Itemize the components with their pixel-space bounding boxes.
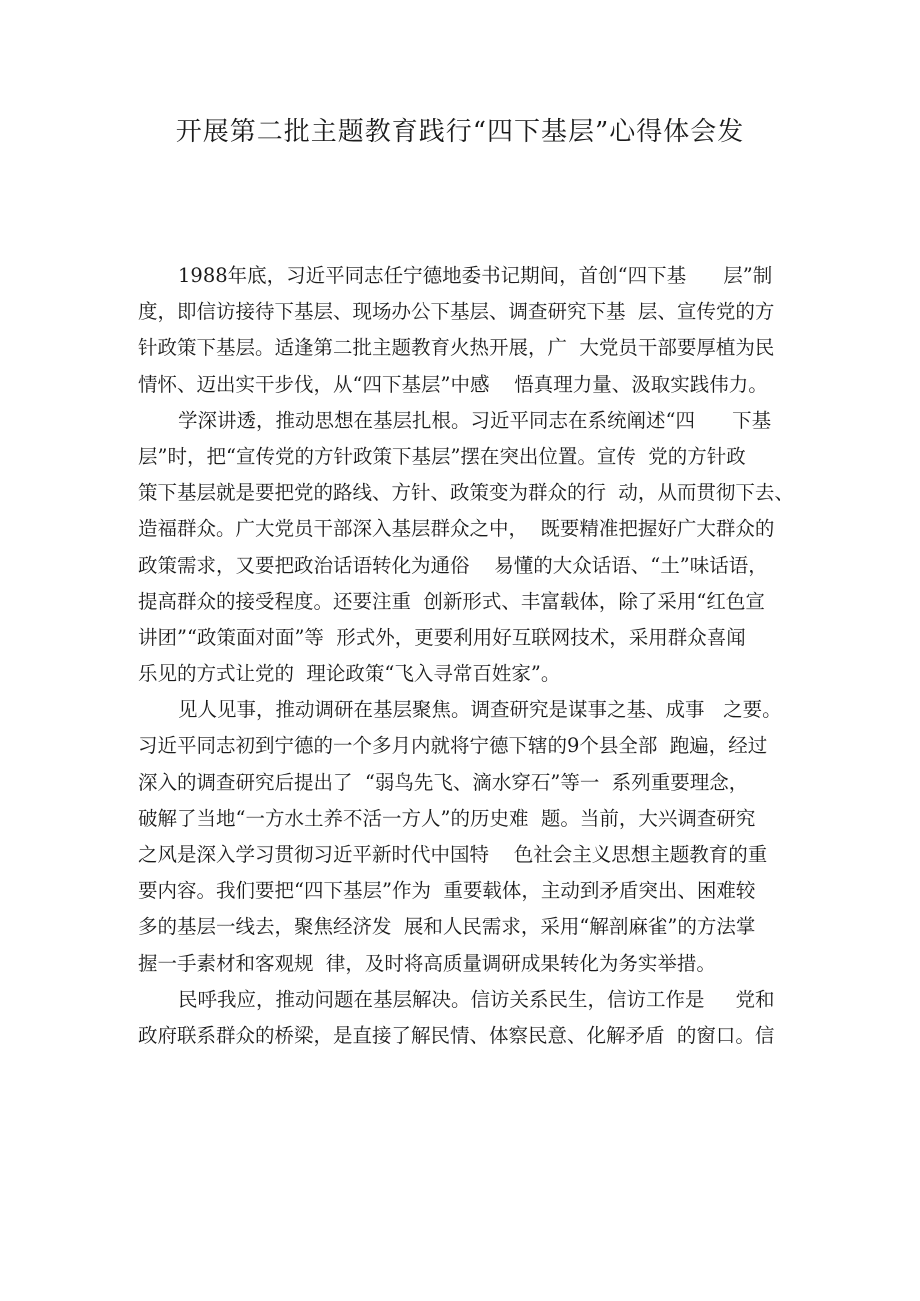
text-line: 乐见的方式让党的 理论政策“飞入寻常百姓家”。 <box>138 662 561 686</box>
paragraph-3 <box>138 692 798 982</box>
document-body <box>138 258 798 1054</box>
text-line: 提高群众的接受程度。还要注重 创新形式、丰富载体，除了采用“红色宣 <box>138 589 765 613</box>
text-line: 见人见事，推动调研在基层聚焦。调查研究是谋事之基、成事 之要。 <box>178 698 782 722</box>
text-line: 习近平同志初到宁德的一个多月内就将宁德下辖的9个县全部 跑遍，经过 <box>138 734 768 758</box>
text-line: 破解了当地“一方水土养不活一方人”的历史难 题。当前，大兴调查研究 <box>138 806 756 830</box>
text-line: 造福群众。广大党员干部深入基层群众之中， 既要精准把握好广大群众的 <box>138 517 775 541</box>
text-line: 讲团”“政策面对面”等 形式外，更要利用好互联网技术，采用群众喜闻 <box>138 625 746 649</box>
text-line: 要内容。我们要把“四下基层”作为 重要载体，主动到矛盾突出、困难较 <box>138 879 756 903</box>
paragraph-1 <box>138 258 798 403</box>
text-line: 层”时，把“宣传党的方针政策下基层”摆在突出位置。宣传 党的方针政 <box>138 444 746 468</box>
paragraph-4 <box>138 982 798 1054</box>
document-title: 开展第二批主题教育践行“四下基层”心得体会发 <box>175 117 745 147</box>
text-line: 深入的调查研究后提出了 “弱鸟先飞、滴水穿石”等一 系列重要理念， <box>138 770 749 794</box>
text-line: 之风是深入学习贯彻习近平新时代中国特 色社会主义思想主题教育的重 <box>138 843 768 866</box>
text-line: 1988年底，习近平同志任宁德地委书记期间，首创“四下基 层”制 <box>178 264 773 287</box>
text-line: 学深讲透，推动思想在基层扎根。习近平同志在系统阐述“四 下基 <box>178 408 772 432</box>
paragraph-2 <box>138 403 798 693</box>
text-line: 情怀、迈出实干步伐，从“四下基层”中感 悟真理力量、汲取实践伟力。 <box>138 372 768 396</box>
text-line: 握一手素材和客观规 律，及时将高质量调研成果转化为务实举措。 <box>138 951 716 975</box>
text-line: 民呼我应，推动问题在基层解决。信访关系民生，信访工作是 党和 <box>178 987 775 1011</box>
text-line: 度，即信访接待下基层、现场办公下基层、调查研究下基 层、宣传党的方 <box>138 300 775 324</box>
text-line: 针政策下基层。适逢第二批主题教育火热开展，广 大党员干部要厚植为民 <box>138 336 775 360</box>
text-line: 政府联系群众的桥梁，是直接了解民情、体察民意、化解矛盾 的窗口。信 <box>138 1023 775 1047</box>
text-line: 政策需求，又要把政治话语转化为通俗 易懂的大众话语、“土”味话语， <box>138 553 768 577</box>
text-line: 策下基层就是要把党的路线、方针、政策变为群众的行 动，从而贯彻下去、 <box>138 481 794 505</box>
text-line: 多的基层一线去，聚焦经济发 展和人民需求，采用“解剖麻雀”的方法掌 <box>138 915 756 939</box>
